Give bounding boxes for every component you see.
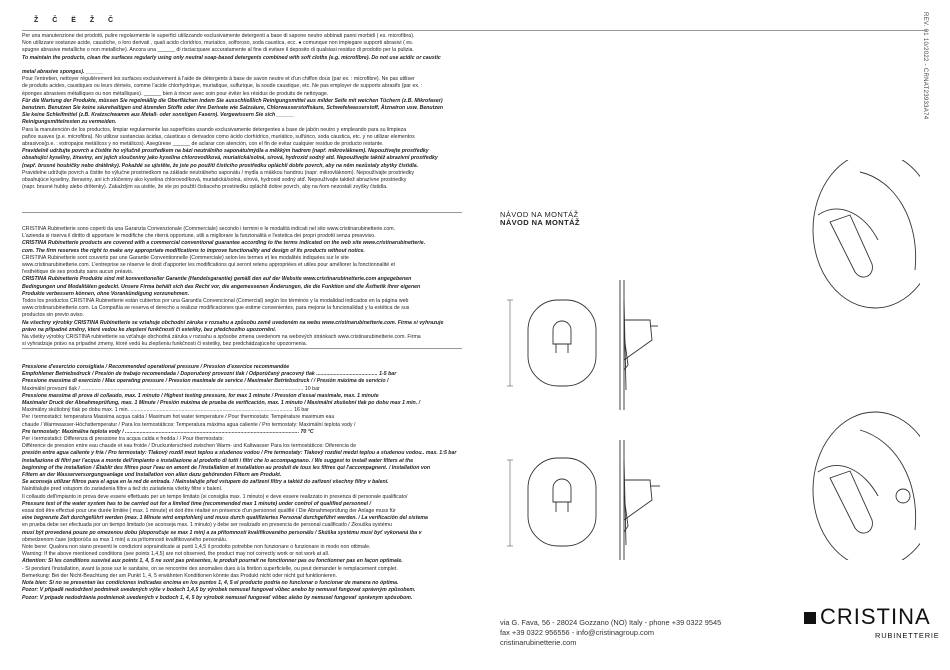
text-line: paños suaves (p.e. microfibra). No utilizar sustancias ácidas, cáusticas o derivados como ácido clorhídrico, muriático, sulfúrico, soda cáustica, etc. y no utilizar elementos [22, 133, 415, 140]
text-line: - Si pendant l'installation, avant la pose sur le sanitaire, on se rencontre des anomalies dues à la finition superficielle, ou peut demander le remplacement complet. [22, 565, 398, 572]
text-line: Attention: Si les conditions susvisé aux points 1, 4, 5 ne sont pas présentes, le produit pourrait ne fonctionner pas ou fonctionner pas en façon optimale. [22, 558, 403, 565]
header-characters: Ž Č Ë Ž Č [34, 17, 120, 24]
text-line: Na všechny výrobky CRISTINA Rubinetterie se vztahuje obchodní záruka v rozsahu a způsobu země uvedeném na webu www.cristinarubinetterie.com. Firma si vyhrazuje [22, 319, 444, 326]
text-line: Na všetky výrobky CRISTINA rubinetterie sa vzťahuje obchodná záruka v rozsahu a spôsobe zmena uvedenom na webových stránkach www.cristinarubinetterie.com. Firma [22, 334, 421, 341]
mixer-front-view-bottom [528, 458, 596, 546]
mixer-3d-view-top [813, 160, 920, 308]
text-line: Per i termostatici: temperatura Massima acqua calda / Maximum hot water temperature / Pour thermostats: Température maximum eau [22, 414, 335, 421]
text-line: obsahujúce kyseliny, žieraviny, ani ich zlúčeniny ako kyselina chlorovodíková, muriatická/solná, sírová, hydroxid sodný atď. Nepoužívajte taktiež abrazívne prostriedky [22, 177, 407, 184]
text-line: Non utilizzare sostanze acide, caustiche, o loro derivati , quali acido cloridrico, muriatico, solforoso, soda caustica, ecc. ● comunque non impiegare supporti abrasivi ( es. [22, 40, 414, 47]
text-line: právo na případné změny, které vedou ke zlepšení funkčnosti či estetiky, bez předchozího upozornění. [22, 326, 277, 333]
text-line: obmedzenom čase (odporúča sa max 1 min) a za prítomnosti kvalifikovaného personálu. [22, 536, 228, 543]
installation-drawings [500, 160, 920, 560]
text-line: www.cristinarubinetterie.com. La Compañía se reserva el derecho a realizar modificaciones que estime convenientes, para mejorar la funcionalidad y la estética de sus [22, 305, 410, 312]
brand-logo-subtitle: RUBINETTERIE [875, 631, 940, 640]
text-line: metal abrasive sponges). ______ [22, 69, 104, 76]
text-line: (napr. brusné hubky alebo drôtenky). Zakaždým sa uistite, že ste po použití čistiaceho prostriedku opláchli dobre povrch, aby na ňom nezostali zvyšky čistidla. [22, 184, 388, 191]
text-line: Maximální provozní tlak / ........................................................................................................................................................ 10 bar [22, 385, 320, 392]
text-line: Différence de pression entre eau chaude et eau froide / Druckunterschied zwischen Warm- und Kaltwasser Para los termostáticos: Diferencia de [22, 443, 357, 450]
text-line: Für die Wartung der Produkte, müssen Sie regelmäßig die Oberflächen indem Sie ausschließlich Reinigungsmittel aus milder Seife mit weichen Tüchern (z.B. Mikrofaser) [22, 97, 443, 104]
text-line: Pressione massima di esercizio / Max operating pressure / Pression maximale de service / Maximaler Betriebsdruck / / Presión máxima de servicio / [22, 378, 389, 385]
mixer-3d-view-bottom [813, 412, 920, 560]
mixer-side-view-top [620, 280, 658, 410]
text-line: productos sin previo aviso. [22, 312, 84, 319]
text-line: beginning of the installation / Établir des filtres pour l'eau en amont de l'installation et installation au produit de tous les filtres qui l'accompagnent. / Installation von [22, 464, 431, 471]
text-line: Bedingungen und Modalitäten gedeckt. Unsere Firma behält sich das Recht vor, die angemessenen Änderungen, die die Funktion und die Ästhetik ihrer eigenen [22, 283, 421, 290]
document-revision-code: REV. 01 10/2022 - CRNAT23933A74 [922, 12, 928, 120]
text-line: Pressure test of the water system has to be carried out for a limited time (recommended max 1 minute) under control of qualified personnel / [22, 500, 371, 507]
text-line: CRISTINA Rubinetterie Produkte sind mit konventioneller Garantie (Handelsgarantie) gemäß den auf der Website www.cristinarubinetterie.com angegebenen [22, 276, 412, 283]
text-line: Filtern an der Wasserversorgungsanlage und Installation von allen dazu gehörenden Filtern am Produkt. [22, 472, 282, 479]
text-line: Produkte verbessern können, ohne Vorankündigung vorzunehmen. [22, 290, 190, 297]
text-line: l'esthétique de ses produits sans aucun préavis. [22, 269, 134, 276]
text-line: Nainštalujte pred vstupom do zariadenia filtre a tiež do zariadenia všetky filtre v balení. [22, 486, 223, 493]
text-line: (např. brusné houbičky nebo drátěnky). Pokaždé se ujistěte, že jste po použití čisticího prostředku opláchli dobře povrch, aby na něm nezůstaly zbytky čistidla. [22, 162, 419, 169]
mixer-front-view-top [528, 300, 596, 386]
text-line: Se aconseja utilizar filtros para el agua en la red de entrada. / Nainstalujte před vstupem do zařízení filtry a taktéž do zařízení všechny filtry v balení. [22, 479, 389, 486]
company-address: via G. Fava, 56 - 28024 Gozzano (NO) Italy - phone +39 0322 9545 [500, 618, 722, 627]
text-line: chaude / Warmwasser-Höchsttemperatur / Para los termostáticos: Temperatura máxima agua caliente / Pro termostaty: Maximální teplota vody / [22, 421, 356, 428]
text-line: CRISTINA Rubinetterie sono coperti da una Garanzia Convenzionale (Commerciale) secondo i termini e le modalità indicati nel sito www.cristinarubinetterie.com. [22, 226, 396, 232]
text-line: spugne abrasive metalliche o non metalliche). Ancora una ______ di risciacquare accuratamente al fine di evitare il deposito di qualsiasi residuo di prodotto per la pulizia. [22, 47, 414, 54]
text-line: L'azienda si riserva il diritto di apportare le modifiche che riterrà opportune, utili a migliorare la funzionalità e l'estetica dei propri prodotti senza preavviso. [22, 233, 376, 240]
company-website[interactable]: cristinarubinetterie.com [500, 638, 577, 647]
text-line: To maintain the products, clean the surfaces regularly using only neutral soap-based detergents combined with soft cloths (e.g. microfibre). Do not use acidic or caustic [22, 54, 441, 61]
text-line: www.cristinarubinetterie.com. L'entreprise se réserve le droit d'apporter les modifications qui seront retenu appropriées et utiles pour améliorer la fonctionnalité et [22, 262, 395, 269]
text-line: Pravidelně udržujte povrch a čistěte ho výlučně prostředkem na bázi neutrálního saponátu/mýdla a měkkým hadrem (např. mikrovláknem). Nepoužívejte prostředky [22, 148, 429, 155]
text-line: Bemerkung: Bei der Nicht-Beachtung der am Punkt 1, 4, 5 erwähnten Konditionen könnte das Produkt nicht oder nicht gut funktionieren. [22, 572, 337, 579]
text-line: Note bene: Qualora non siano presenti le condizioni sopraindicate ai punti 1,4,5 il prodotto potrebbe non funzionare o funzionare in modo non ottimale. [22, 544, 371, 551]
text-line [22, 62, 484, 69]
company-contacts: fax +39 0322 956556 - info@cristinagroup.com [500, 628, 654, 637]
text-line: eine begrenzte Zeit durchgeführt werden (max. 1 Minute wird empfohlen) und muss durch qualifiziertes Personal durchgeführt werden. / La verificación del sistema [22, 515, 428, 522]
text-line: obsahující kyseliny, žíraviny, ani jejich sloučeniny jako kyselina chlorovodíková, muriatická/solná, sírová, hydroxid sodný atd. Nepoužívejte taktéž abrazivní prostředky [22, 155, 438, 162]
text-line: Il collaudo dell'impianto in prova deve essere effettuato per un tempo limitato (si consiglia max. 1 minuto) e deve essere realizzato in presenza di personale qualificato/ [22, 493, 408, 500]
text-line: Installazione di filtri per l'acqua a monte dell'impianto e installazione al prodotto di tutti i filtri che lo accompagnano. / We suggest to install water filters at the [22, 457, 414, 464]
text-line: CRISTINA Rubinetterie sont couverts par une Garantie Conventionnelle (Commerciale) selon les termes et les modalités indiquées sur le site [22, 254, 349, 261]
title-line-2: NÁVOD NA MONTÁŽ [500, 218, 580, 227]
warranty-section [22, 226, 462, 348]
mixer-side-view-bottom [620, 440, 660, 560]
text-line: en prueba debe ser efectuada por un tiempo limitado (se aconseja max. 1 minuto) y debe ser realizado en presencia de personal cualificado / Zkouška systému [22, 522, 392, 529]
text-line: Pravidelne udržujte povrch a čistite ho výlučne prostriedkom na základe neutrálneho saponátu / mydla a mäkkou handrou (napr. mikrovláknom). Nepoužívajte prostriedky [22, 169, 414, 176]
text-line: Maximálny skúšobný tlak po dobu max. 1 min. ............................................................................................................... 16 bar [22, 407, 309, 414]
text-line: Per i termostatici: Differenza di pressione tra acqua calda e fredda / / Pour thermostats: [22, 436, 224, 443]
brand-logo-name: CRISTINA [820, 604, 931, 629]
maintenance-section [22, 33, 484, 191]
text-line: Pozor: V případě nedodržení podmínek uvedených výše v bodech 1,4,5 by výrobek nemusel fungovat vůbec anebo by nemusel fungovat správným způsobem. [22, 587, 416, 594]
text-line: Per una manutenzione dei prodotti, pulire regolarmente le superfici utilizzando esclusivamente detergenti a base di sapone neutro abbinati panni morbidi ( es. microfibra). [22, 33, 415, 39]
text-line: Maximaler Druck der Abnahmeprüfung, max. 1 Minute / Presión máxima de prueba de verificación, max. 1 minuto / Maximální zkušební tlak po dobu max 1 min. / [22, 400, 421, 407]
text-line: Pressione massima di prova di collaudo, max. 1 minuto / Highest testing pressure, for max 1 minute / Pression d'essai maximale, max. 1 minute [22, 392, 379, 399]
text-line: si vyhradzuje právo na prípadné zmeny, ktoré vedú ku zlepšeniu funkčnosti či estetiky, bez predchádzajúceho upozornenia. [22, 341, 308, 348]
text-line: éponges abrasives métalliques ou non métalliques). ______ bien à rincer avec soin pour éviter les résidus de produits de nettoyage. [22, 90, 329, 97]
text-line: de produits acides, caustiques ou leurs dérivés, comme l'acide chlorhydrique, muriatique, sulfurique, la soude caustique, etc. Ne pas employer de supports abrasifs (par ex. : [22, 83, 423, 90]
text-line: Reinigungsmittelresten zu vermeiden. [22, 119, 117, 126]
text-line: musí být provedená pouze po omezenou dobu (doporučuje se max 1 min) a za přítomnosti kvalifikovaného personálu / Skúška systému musí byť vykonaná iba v [22, 529, 422, 536]
text-line: essai doit être effectué pour une durée limitée ( max. 1 minute) et doit être réalisé en présence d'un personnel qualifié / Die Abnahmeprüfung der Anlage muss für [22, 508, 396, 515]
text-line: abrasivos(p.e. : estropajos metálicos y no metálicos). Asegúrese ______ de aclarar con atención, con el fin de evitar cualquier residuo de producto restante. [22, 141, 384, 148]
text-line: benutzen. Benutzen Sie keine säurehaltigen und ätzenden Stoffe oder ihre Derivate wie Salzsäure, Chlorwasserstoffsäure, Schwefelwasserstoff, Ätznatron usw. Benutzen [22, 105, 444, 112]
text-line: CRISTINA Rubinetterie products are covered with a commercial conventional guarantee according to the terms indicated on the web site www.cristinarubinetterie. [22, 240, 426, 247]
text-line: Pressione d'esercizio consigliata / Recommended operational pressure / Pression d'exercice recommandée [22, 364, 290, 370]
text-line: Pour l'entretien, nettoyer régulièrement les surfaces exclusivement à l'aide de détergents à base de savon neutre et d'un chiffon doux (par ex. : microfibre). Ne pas utiliser [22, 76, 415, 83]
text-line: Pozor: V prípade nedodržania podmienok uvedených v bodoch 1, 4, 5 by výrobok nemusel fungovať vôbec alebo by nemusel fungovať správnym spôsobom. [22, 594, 413, 601]
text-line: com. The firm reserves the right to make any appropriate modifications to improve functionality and design of its products without notice. [22, 247, 365, 254]
section-divider-1 [22, 212, 462, 213]
text-line: Sie keine Schleifmittel (z.B. Kratzschwamm aus Metall- oder sonstigen Fasern). Vergewissern Sie sich ______ [22, 112, 295, 119]
text-line: Warning: If the above mentioned conditions (see points 1,4,5) are not observed, the product may not correctly work or not work at all. [22, 551, 330, 558]
text-line: Todos los productos CRISTINA Rubinetterie están cubiertos por una Garantía Convencional (Comercial) según los términos y la modalidad indicados en la página web [22, 298, 409, 305]
brand-logo-square [804, 612, 816, 624]
text-line: Empfohlener Betriebsdruck / Presión de trabajo recomendada / Doporučený provozní tlak / Odporúčaný pracovný tlak .......................................... 1-5 bar [22, 371, 397, 378]
text-line: Pre termostaty: Maximálna teplota vody / ....................................................................................................................... 70 °C [22, 428, 314, 435]
title-line-1: NÁVOD NA MONTÁŽ [500, 210, 579, 219]
top-divider [22, 30, 927, 31]
text-line: Para la manutención de los productos, limpiar regularmente las superficies usando exclusivamente detergentes a base de jabón neutro y empleando para su limpieza [22, 126, 407, 133]
text-line: presión entre agua caliente y fría / Pro termostaty: Tlakový rozdíl mezi teplou a studenou vodou / Pre termostaty: Tlakový rozdiel medzi teplou a studenou vodou.. max. 1:5 bar [22, 450, 457, 457]
technical-data-section [22, 364, 462, 602]
text-line: Nota bien: Si no se presentan las condiciones indicadas encima en los puntos 1, 4, 5 el producto podría no funcionar o funcionar de manera no óptima. [22, 580, 399, 587]
